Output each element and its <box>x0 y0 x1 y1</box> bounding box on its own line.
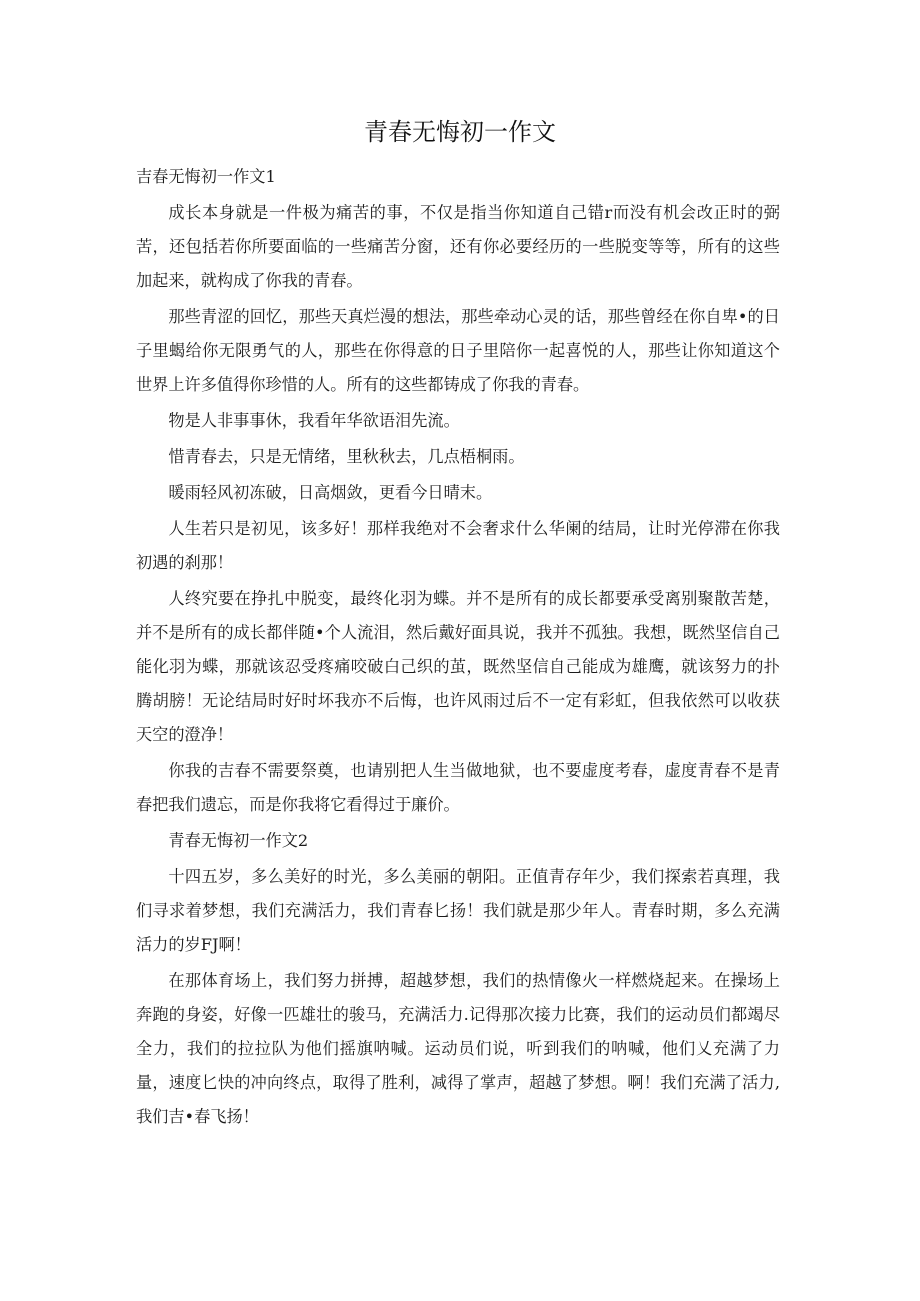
paragraph: 暖雨轻风初冻破，日高烟敛，更看今日晴末。 <box>168 483 493 502</box>
paragraph: 人生若只是初见，该多好！那样我绝对不会奢求什么华阑的结局，让时光停滞在你我初遇的刹那！ <box>136 519 780 572</box>
paragraph: 在那体育场上，我们努力拼搏，超越梦想，我们的热情像火一样燃烧起来。在操场上奔跑的身姿，好像一匹雄壮的骏马，充满活力.记得那次接力比赛，我们的运动员们都竭尽全力，我们的拉拉队为他们摇旗呐喊。运动员们说，听到我们的呐喊，他们乂充满了力量，速度匕快的冲向终点，取得了胜利，减得了掌声，超越了梦想。啊！我们充满了活力,我们吉•春飞扬！ <box>136 971 780 1126</box>
document-title: 青春无悔初一作文 <box>364 118 556 146</box>
paragraph: 成长本身就是一件极为痛苦的事，不仅是指当你知道自己错r而没有机会改正时的弼苦，还包括若你所要面临的一些痛苦分窗，还有你必要经历的一些脱变等等，所有的这些加起来，就构成了你我的青春。 <box>136 203 780 290</box>
paragraph: 那些青涩的回忆，那些天真烂漫的想法，那些牵动心灵的话，那些曾经在你自卑•的日子里蝎给你无限勇气的人，那些在你得意的日子里陪你一起喜悦的人，那些让你知道这个世界上许多值得你珍惜的人。所有的这些都铸成了你我的青春。 <box>136 307 780 394</box>
section-heading: 青春无悔初一作文2 <box>168 831 309 850</box>
paragraph: 物是人非事事休，我看年华欲语泪先流。 <box>168 411 460 430</box>
paragraph: 你我的吉春不需要祭奠，也请别把人生当做地狱，也不要虚度考春，虚度青春不是青春把我们遗忘，而是你我将它看得过于廉价。 <box>136 761 780 814</box>
paragraph: 惜青春去，只是无情绪，里秋秋去，几点梧桐雨。 <box>168 447 525 466</box>
document-body <box>136 160 780 1136</box>
section-heading: 吉春无悔初一作文1 <box>136 167 276 186</box>
paragraph: 人终究要在挣扎中脱变，最终化羽为蝶。并不是所有的成长都要承受离别聚散苦楚，并不是所有的成长都伴随•个人流泪，然后戴好面具说，我并不孤独。我想，既然坚信自己能化羽为蝶，那就该忍受疼痛咬破白己织的茧，既然坚信自己能成为雄鹰，就该努力的扑腾胡膀！无论结局时好时坏我亦不后悔，也许风雨过后不一定有彩虹，但我依然可以收获天空的澄净！ <box>136 589 780 744</box>
paragraph: 十四五岁，多么美好的时光，多么美丽的朝阳。正值青存年少，我们探索若真理，我们寻求着梦想，我们充满活力，我们青春匕扬！我们就是那少年人。青春时期，多么充满活力的岁FJ啊！ <box>136 867 780 954</box>
